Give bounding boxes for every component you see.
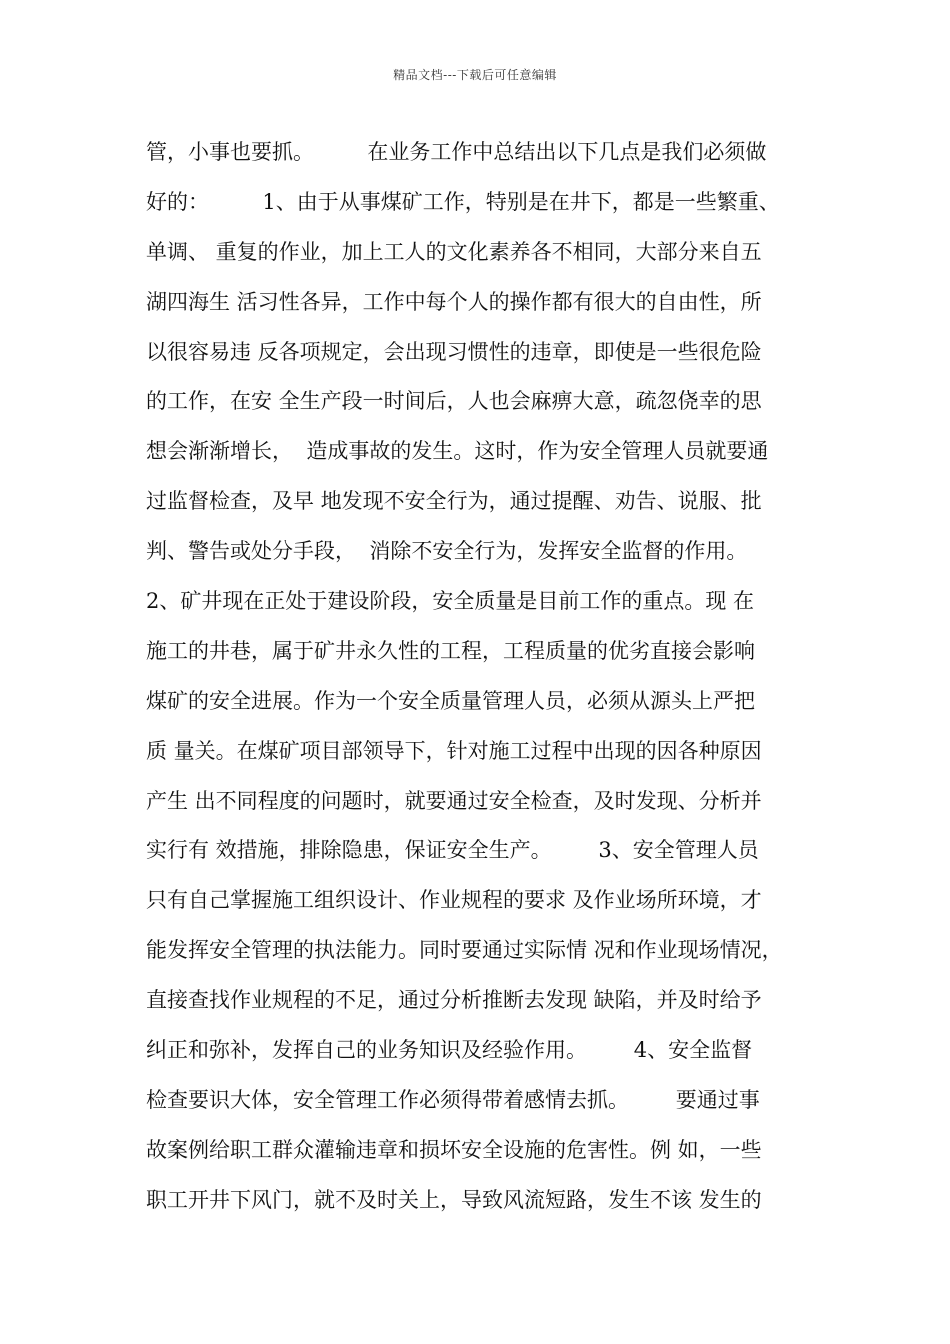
text-line: 湖四海生 活习性各异，工作中每个人的操作都有很大的自由性，所 [146,289,762,314]
text-line: 煤矿的安全进展。作为一个安全质量管理人员，必须从源头上严把 [146,688,755,713]
text-line: 产生 出不同程度的问题时，就要通过安全检查，及时发现、分析并 [146,788,762,813]
text-line: 管，小事也要抓。 在业务工作中总结出以下几点是我们必须做 [146,140,767,164]
text-line: 想会渐渐增长， 造成事故的发生。这时，作为安全管理人员就要通 [146,439,769,464]
text-line: 以很容易违 反各项规定，会出现习惯性的违章，即使是一些很危险 [146,339,762,364]
page-header: 精品文档---下载后可任意编辑 [393,68,557,82]
text-line: 单调、 重复的作业，加上工人的文化素养各不相同，大部分来自五 [146,239,762,264]
text-line: 好的： 1、由于从事煤矿工作，特别是在井下，都是一些繁重、 [146,189,780,214]
text-line: 检查要识大体，安全管理工作必须得带着感情去抓。 要通过事 [146,1087,760,1112]
text-line: 判、警告或处分手段， 消除不安全行为，发挥安全监督的作用。 [146,539,748,564]
text-line: 过监督检查，及早 地发现不安全行为，通过提醒、劝告、说服、批 [146,489,762,514]
text-line: 只有自己掌握施工组织设计、作业规程的要求 及作业场所环境，才 [146,888,762,913]
text-line: 的工作，在安 全生产段一时间后，人也会麻痹大意，疏忽侥幸的思 [146,389,762,414]
body-text [146,128,836,1226]
text-line: 实行有 效措施，排除隐患，保证安全生产。 3、安全管理人员 [146,838,759,863]
text-line: 2、矿井现在正处于建设阶段，安全质量是目前工作的重点。现 在 [146,589,755,614]
text-line: 施工的井巷，属于矿井永久性的工程，工程质量的优劣直接会影响 [146,638,755,663]
text-line: 职工开井下风门，就不及时关上，导致风流短路，发生不该 发生的 [146,1187,762,1212]
text-line: 能发挥安全管理的执法能力。同时要通过实际情 况和作业现场情况， [146,938,783,963]
text-line: 纠正和弥补，发挥自己的业务知识及经验作用。 4、安全监督 [146,1038,753,1063]
text-line: 直接查找作业规程的不足，通过分析推断去发现 缺陷，并及时给予 [146,988,762,1013]
text-line: 故案例给职工群众灌输违章和损坏安全设施的危害性。例 如，一些 [146,1137,762,1162]
text-line: 质 量关。在煤矿项目部领导下，针对施工过程中出现的因各种原因 [146,738,762,763]
